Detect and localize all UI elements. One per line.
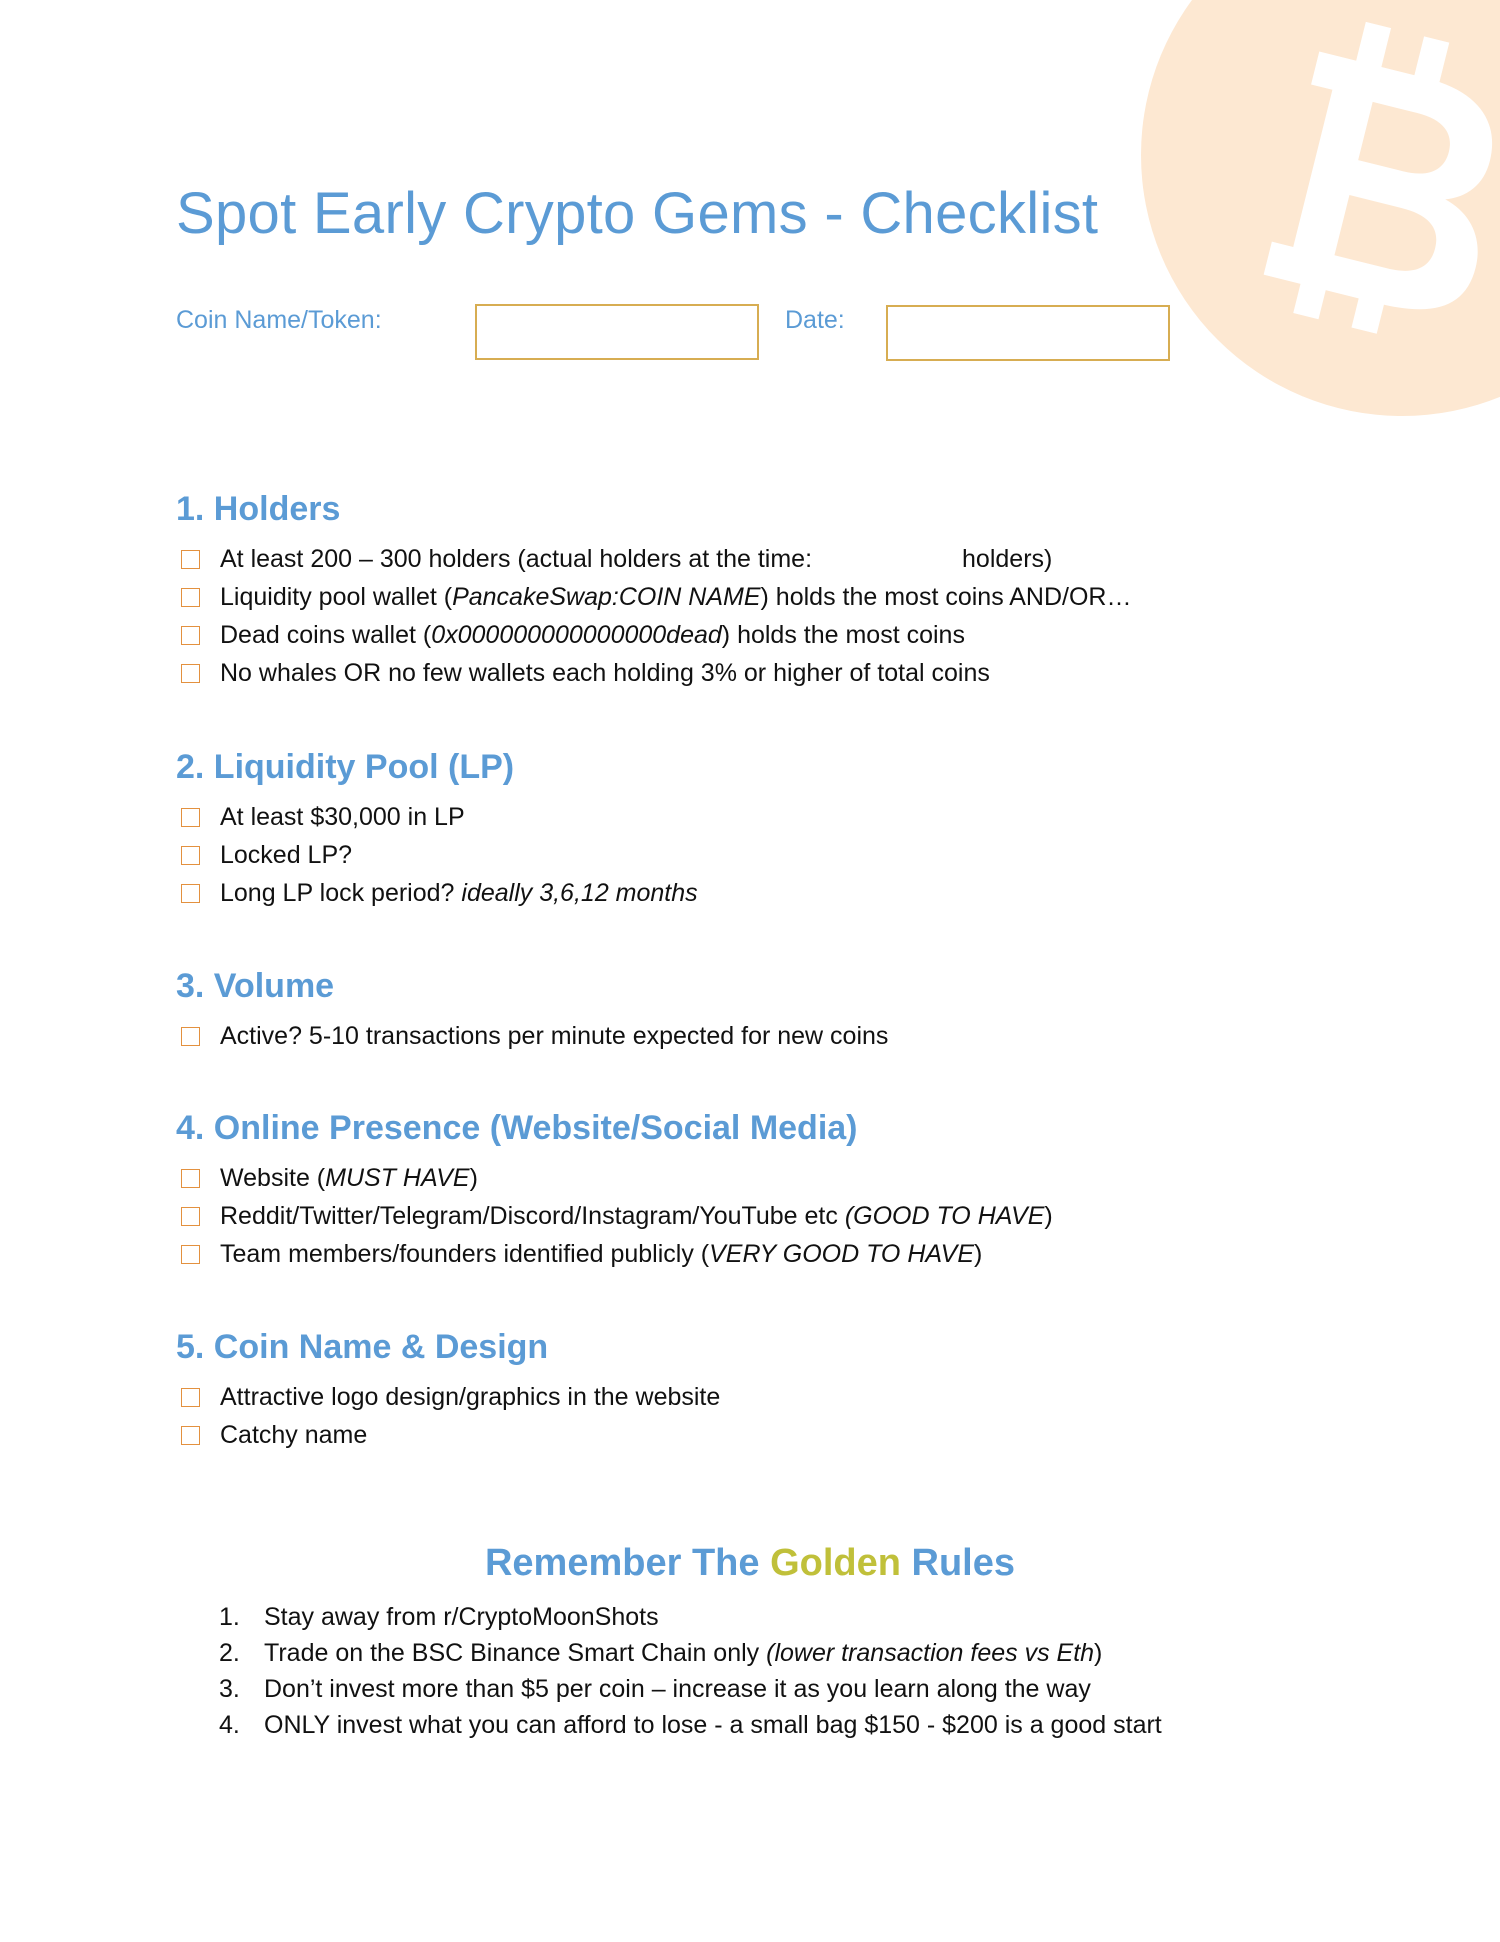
checklist-item bbox=[176, 654, 1316, 692]
checklist-item bbox=[176, 1159, 1316, 1197]
item-text: Website (MUST HAVE) bbox=[220, 1164, 478, 1192]
checkbox[interactable] bbox=[181, 1426, 200, 1445]
section-heading: 3. Volume bbox=[176, 967, 335, 1005]
rule-number: 1. bbox=[219, 1603, 240, 1631]
section-liquidity-pool bbox=[176, 746, 1316, 912]
rule-text: Don’t invest more than $5 per coin – increase it as you learn along the way bbox=[264, 1675, 1091, 1703]
checkbox[interactable] bbox=[181, 808, 200, 827]
item-text: Long LP lock period? ideally 3,6,12 months bbox=[220, 879, 698, 907]
bitcoin-icon bbox=[1250, 20, 1500, 340]
section-coin-name-design bbox=[176, 1326, 1316, 1454]
checklist-item bbox=[176, 540, 1316, 578]
rule-number: 2. bbox=[219, 1639, 240, 1667]
item-text: Team members/founders identified publicly (VERY GOOD TO HAVE) bbox=[220, 1240, 983, 1268]
item-text: Active? 5-10 transactions per minute expected for new coins bbox=[220, 1022, 889, 1050]
checklist-item bbox=[176, 1416, 1316, 1454]
section-heading: 2. Liquidity Pool (LP) bbox=[176, 748, 515, 786]
item-text: At least 200 – 300 holders (actual holders at the time: holders) bbox=[220, 545, 1053, 573]
rule-text: Trade on the BSC Binance Smart Chain only (lower transaction fees vs Eth) bbox=[264, 1639, 1103, 1667]
checklist-item bbox=[176, 1017, 1316, 1055]
section-heading: 5. Coin Name & Design bbox=[176, 1328, 549, 1366]
checkbox[interactable] bbox=[181, 588, 200, 607]
section-heading: 1. Holders bbox=[176, 490, 341, 528]
checklist-item bbox=[176, 616, 1316, 654]
rule-text: ONLY invest what you can afford to lose - a small bag $150 - $200 is a good start bbox=[264, 1711, 1162, 1739]
section-online-presence bbox=[176, 1107, 1316, 1273]
section-holders bbox=[176, 488, 1316, 692]
rule-item bbox=[219, 1707, 1419, 1743]
checklist-item bbox=[176, 874, 1316, 912]
section-volume bbox=[176, 965, 1316, 1055]
item-text: No whales OR no few wallets each holding 3% or higher of total coins bbox=[220, 659, 990, 687]
checkbox[interactable] bbox=[181, 1207, 200, 1226]
date-label: Date: bbox=[785, 306, 845, 334]
rule-item bbox=[219, 1635, 1419, 1671]
checklist-item bbox=[176, 836, 1316, 874]
coin-name-label: Coin Name/Token: bbox=[176, 306, 382, 334]
item-text: Liquidity pool wallet (PancakeSwap:COIN NAME) holds the most coins AND/OR… bbox=[220, 583, 1132, 611]
page-title: Spot Early Crypto Gems - Checklist bbox=[176, 181, 1099, 246]
item-text: Attractive logo design/graphics in the website bbox=[220, 1383, 721, 1411]
item-text: Catchy name bbox=[220, 1421, 368, 1449]
checklist-item bbox=[176, 578, 1316, 616]
checkbox[interactable] bbox=[181, 664, 200, 683]
checkbox[interactable] bbox=[181, 1245, 200, 1264]
checkbox[interactable] bbox=[181, 884, 200, 903]
checklist-item bbox=[176, 1235, 1316, 1273]
rule-item bbox=[219, 1599, 1419, 1635]
checkbox[interactable] bbox=[181, 846, 200, 865]
item-text: Dead coins wallet (0x000000000000000dead) holds the most coins bbox=[220, 621, 965, 649]
rule-number: 4. bbox=[219, 1711, 240, 1739]
item-text: Reddit/Twitter/Telegram/Discord/Instagram/YouTube etc (GOOD TO HAVE) bbox=[220, 1202, 1053, 1230]
golden-rules-heading: Remember The Golden Rules bbox=[484, 1542, 1016, 1584]
checkbox[interactable] bbox=[181, 1027, 200, 1046]
checkbox[interactable] bbox=[181, 550, 200, 569]
section-heading: 4. Online Presence (Website/Social Media) bbox=[176, 1109, 858, 1147]
rule-item bbox=[219, 1671, 1419, 1707]
checkbox[interactable] bbox=[181, 1169, 200, 1188]
rule-number: 3. bbox=[219, 1675, 240, 1703]
checklist-item bbox=[176, 798, 1316, 836]
rule-text: Stay away from r/CryptoMoonShots bbox=[264, 1603, 659, 1631]
coin-name-field[interactable] bbox=[475, 304, 759, 360]
checklist-item bbox=[176, 1378, 1316, 1416]
checklist-item bbox=[176, 1197, 1316, 1235]
golden-rules-list bbox=[219, 1599, 1419, 1743]
checkbox[interactable] bbox=[181, 1388, 200, 1407]
item-text: Locked LP? bbox=[220, 841, 353, 869]
date-field[interactable] bbox=[886, 305, 1170, 361]
item-text: At least $30,000 in LP bbox=[220, 803, 465, 831]
checkbox[interactable] bbox=[181, 626, 200, 645]
